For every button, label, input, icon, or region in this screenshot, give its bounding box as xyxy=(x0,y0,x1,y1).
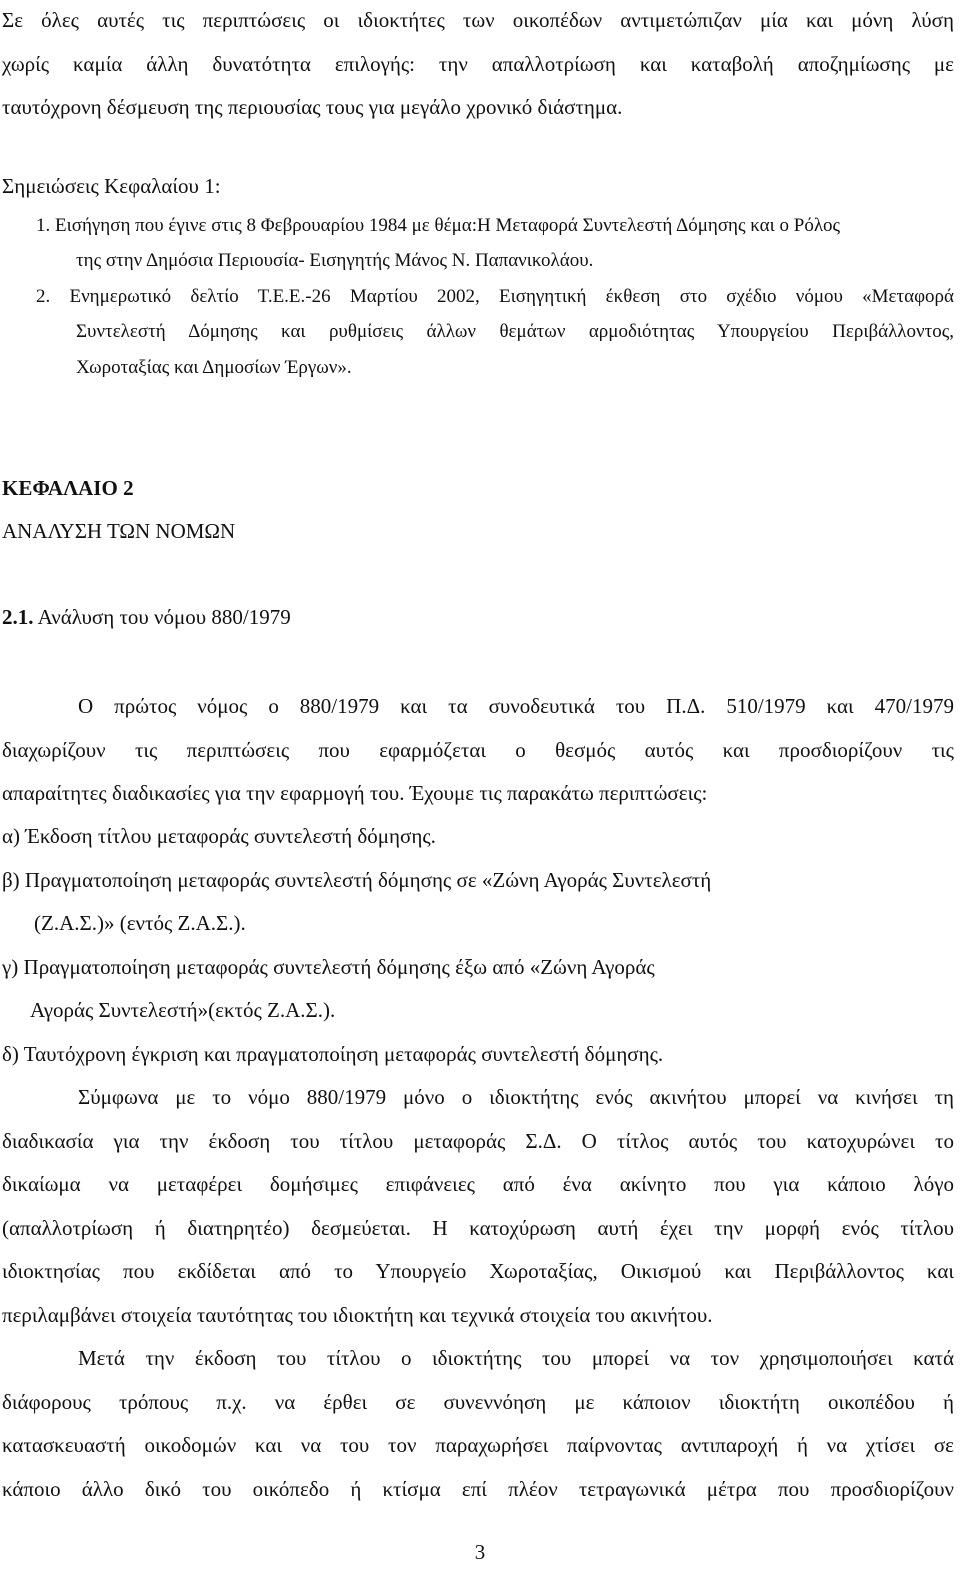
paragraph-line: κατασκευαστή οικοδομών και να του τον παραχωρήσει παίρνοντας αντιπαροχή ή να χτίσει σε xyxy=(2,1433,954,1457)
section-title: Ανάλυση του νόμου 880/1979 xyxy=(33,605,291,629)
note-2-cont: Χωροταξίας και Δημοσίων Έργων». xyxy=(76,357,352,378)
paragraph-line: Ο πρώτος νόμος ο 880/1979 και τα συνοδευτικά του Π.Δ. 510/1979 και 470/1979 xyxy=(78,694,954,718)
note-2: 2. Ενημερωτικό δελτίο Τ.Ε.Ε.-26 Μαρτίου 2002, Εισηγητική έκθεση στο σχέδιο νόμου «Μεταφορά xyxy=(36,286,954,307)
case-item-cont: (Ζ.Α.Σ.)» (εντός Ζ.Α.Σ.). xyxy=(34,911,246,935)
paragraph-line: Σύμφωνα με το νόμο 880/1979 μόνο ο ιδιοκτήτης ενός ακινήτου μπορεί να κινήσει τη xyxy=(78,1085,954,1109)
paragraph-line: (απαλλοτρίωση ή διατηρητέο) δεσμεύεται. Η κατοχύρωση αυτή έχει την μορφή ενός τίτλου xyxy=(2,1216,954,1240)
paragraph-line: δικαίωμα να μεταφέρει δομήσιμες επιφάνειες από ένα ακίνητο που για κάποιο λόγο xyxy=(2,1172,954,1196)
case-item: β) Πραγματοποίηση μεταφοράς συντελεστή δόμησης σε «Ζώνη Αγοράς Συντελεστή xyxy=(2,868,712,892)
note-2-cont: Συντελεστή Δόμησης και ρυθμίσεις άλλων θεμάτων αρμοδιότητας Υπουργείου Περιβάλλοντος, xyxy=(76,321,954,342)
paragraph-line: περιλαμβάνει στοιχεία ταυτότητας του ιδιοκτήτη και τεχνικά στοιχεία του ακινήτου. xyxy=(2,1303,713,1327)
paragraph-line: διάφορους τρόπους π.χ. να έρθει σε συνεννόηση με κάποιον ιδιοκτήτη οικοπέδου ή xyxy=(2,1390,954,1414)
chapter-number: ΚΕΦΑΛΑΙΟ 2 xyxy=(2,476,134,500)
intro-line: χωρίς καμία άλλη δυνατότητα επιλογής: την απαλλοτρίωση και καταβολή αποζημίωσης με xyxy=(2,52,954,76)
notes-heading: Σημειώσεις Κεφαλαίου 1: xyxy=(2,174,221,198)
paragraph-line: κάποιο άλλο δικό του οικόπεδο ή κτίσμα επί πλέον τετραγωνικά μέτρα που προσδιορίζουν xyxy=(2,1477,954,1501)
paragraph-line: Μετά την έκδοση του τίτλου ο ιδιοκτήτης του μπορεί να τον χρησιμοποιήσει κατά xyxy=(78,1346,954,1370)
case-item: δ) Ταυτόχρονη έγκριση και πραγματοποίηση μεταφοράς συντελεστή δόμησης. xyxy=(2,1042,664,1066)
paragraph-line: ιδιοκτησίας που εκδίδεται από το Υπουργείο Χωροταξίας, Οικισμού και Περιβάλλοντος και xyxy=(2,1259,954,1283)
page-number: 3 xyxy=(474,1540,486,1564)
note-1: 1. Εισήγηση που έγινε στις 8 Φεβρουαρίου 1984 με θέμα:Η Μεταφορά Συντελεστή Δόμησης και ο Ρόλος xyxy=(36,215,841,236)
section-number: 2.1. xyxy=(2,605,34,629)
case-item: γ) Πραγματοποίηση μεταφοράς συντελεστή δόμησης έξω από «Ζώνη Αγοράς xyxy=(2,955,655,979)
intro-line: Σε όλες αυτές τις περιπτώσεις οι ιδιοκτήτες των οικοπέδων αντιμετώπιζαν μία και μόνη λύση xyxy=(2,8,954,32)
note-1-cont: της στην Δημόσια Περιουσία- Εισηγητής Μάνος Ν. Παπανικολάου. xyxy=(76,250,594,271)
paragraph-line: διαδικασία για την έκδοση του τίτλου μεταφοράς Σ.Δ. Ο τίτλος αυτός του κατοχυρώνει το xyxy=(2,1129,954,1153)
case-item: α) Έκδοση τίτλου μεταφοράς συντελεστή δόμησης. xyxy=(2,824,436,848)
chapter-title: ΑΝΑΛΥΣΗ ΤΩΝ ΝΟΜΩΝ xyxy=(2,519,236,543)
paragraph-line: διαχωρίζουν τις περιπτώσεις που εφαρμόζεται ο θεσμός αυτός και προσδιορίζουν τις xyxy=(2,738,954,762)
case-item-cont: Αγοράς Συντελεστή»(εκτός Ζ.Α.Σ.). xyxy=(30,998,336,1022)
intro-line: ταυτόχρονη δέσμευση της περιουσίας τους για μεγάλο χρονικό διάστημα. xyxy=(2,95,623,119)
paragraph-line: απαραίτητες διαδικασίες για την εφαρμογή του. Έχουμε τις παρακάτω περιπτώσεις: xyxy=(2,781,708,805)
section-heading xyxy=(2,603,954,631)
